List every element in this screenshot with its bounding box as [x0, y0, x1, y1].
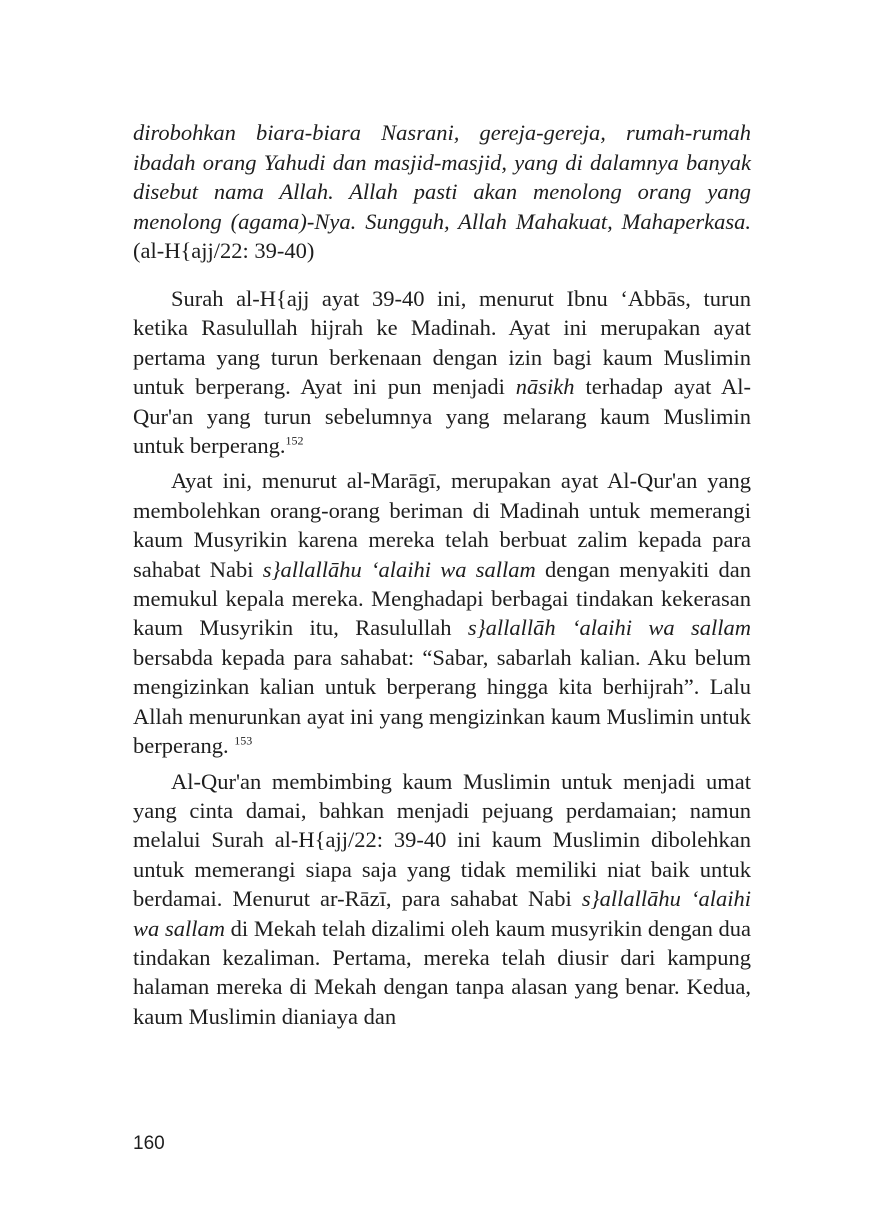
paragraph-1 [133, 284, 751, 460]
paragraph-3-text-c: di Mekah telah dizalimi oleh kaum musyrikin dengan dua tindakan kezaliman. Pertama, mereka telah diusir dari kampung halaman mereka di Mekah dengan tanpa alasan yang benar. Kedua, kaum Muslimin dianiaya dan [133, 915, 752, 1029]
paragraph-2-text-c: dengan menyakiti dan memukul kepala mereka. Menghadapi berbagai tindakan kekerasan kaum Musyrikin itu, Rasulullah [133, 556, 751, 641]
footnote-ref-152: 152 [285, 433, 304, 448]
paragraph-2-text-e: bersabda kepada para sahabat: “Sabar, sabarlah kalian. Aku belum mengizinkan kalian untuk berperang hingga kita berhijrah”. Lalu Allah menurunkan ayat ini yang mengizinkan kaum Muslimin untuk berperang. [133, 644, 751, 759]
paragraph-1-text-a: Surah al-H{ajj ayat 39-40 ini, menurut Ibnu ‘Abbās, turun ketika Rasulullah hijrah ke Madinah. Ayat ini merupakan ayat pertama yang turun berkenaan dengan izin bagi kaum Muslimin untuk berperang. Ayat ini pun menjadi [133, 286, 751, 400]
body-text [133, 284, 751, 1037]
paragraph-2-italic-honorific-1: s}allallāhu ‘alaihi wa sallam [262, 556, 536, 582]
paragraph-1-text-c: terhadap ayat Al-Qur'an yang turun sebelumnya yang melarang kaum Muslimin untuk berperang. [133, 374, 752, 459]
paragraph-3 [133, 767, 751, 1032]
paragraph-2-text-a: Ayat ini, menurut al-Marāgī, merupakan ayat Al-Qur'an yang membolehkan orang-orang beriman di Madinah untuk memerangi kaum Musyrikin karena mereka telah berbuat zalim kepada para sahabat Nabi [133, 468, 751, 582]
paragraph-3-italic-honorific: s}allallāhu ‘alaihi wa sallam [133, 886, 751, 941]
paragraph-3-text-a: Al-Qur'an membimbing kaum Muslimin untuk menjadi umat yang cinta damai, bahkan menjadi pejuang perdamaian; namun melalui Surah al-H{ajj/22: 39-40 ini kaum Muslimin dibolehkan untuk memerangi siapa saja yang tidak memiliki niat baik untuk berdamai. Menurut ar-Rāzī, para sahabat Nabi [133, 768, 751, 912]
quote-citation: (al-H{ajj/22: 39-40) [133, 238, 315, 263]
quote-italic-text: dirobohkan biara-biara Nasrani, gereja-gereja, rumah-rumah ibadah orang Yahudi dan masjid-masjid, yang di dalamnya banyak disebut nama Allah. Allah pasti akan menolong orang yang menolong (agama)-Nya. Sungguh, Allah Mahakuat, Mahaperkasa. [133, 120, 751, 234]
quran-translation-quote [133, 118, 751, 266]
paragraph-2-italic-honorific-2: s}allallāh ‘alaihi wa sallam [467, 615, 751, 641]
page-number: 160 [133, 1133, 165, 1154]
footnote-ref-153: 153 [234, 733, 253, 748]
paragraph-2 [133, 466, 751, 760]
paragraph-1-italic-term: nāsikh [515, 374, 575, 400]
